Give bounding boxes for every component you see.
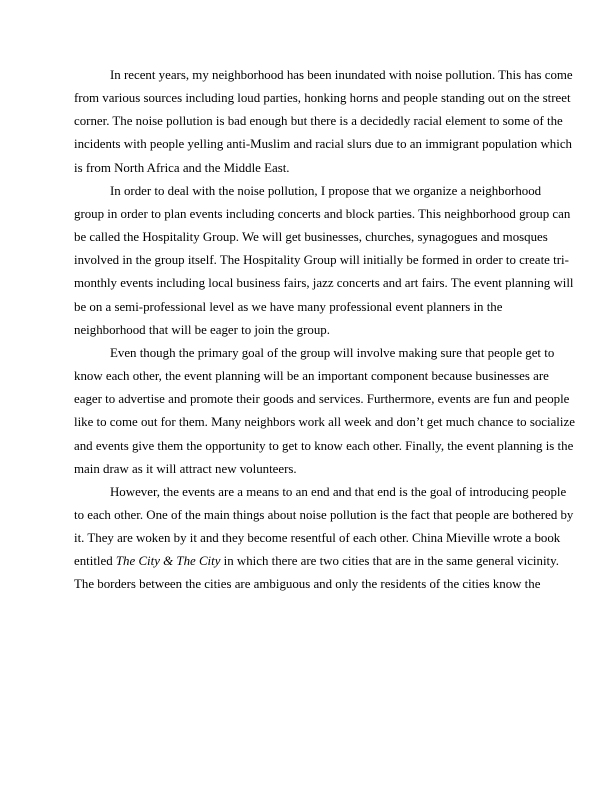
- text-line: eager to advertise and promote their goods and services. Furthermore, events are fun and people: [74, 392, 570, 407]
- text-line: like to come out for them. Many neighbors work all week and don’t get much chance to socialize: [74, 415, 575, 430]
- text-line: Even though the primary goal of the group will involve making sure that people get to: [110, 345, 555, 360]
- text-line: In order to deal with the noise pollution, I propose that we organize a neighborhood: [110, 183, 542, 198]
- book-title: The City & The City: [115, 554, 221, 569]
- text-line: The borders between the cities are ambiguous and only the residents of the cities know the: [74, 577, 541, 592]
- text-fragment: in which there are two cities that are in the same general vicinity.: [220, 554, 559, 569]
- text-line: group in order to plan events including concerts and block parties. This neighborhood group can: [74, 206, 571, 221]
- text-line: However, the events are a means to an end and that end is the goal of introducing people: [110, 484, 567, 499]
- text-line: be called the Hospitality Group. We will get businesses, churches, synagogues and mosques: [74, 230, 548, 245]
- text-line: corner. The noise pollution is bad enough but there is a decidedly racial element to some of the: [74, 114, 563, 129]
- paragraph-2: [74, 180, 574, 342]
- text-line: know each other, the event planning will be an important component because businesses are: [74, 369, 549, 384]
- essay-body: [74, 64, 575, 597]
- text-line: it. They are woken by it and they become resentful of each other. China Mieville wrote a book: [74, 531, 561, 546]
- text-line: In recent years, my neighborhood has been inundated with noise pollution. This has come: [110, 68, 573, 82]
- text-line: is from North Africa and the Middle East.: [74, 160, 290, 175]
- text-line: from various sources including loud parties, honking horns and people standing out on the street: [74, 91, 571, 106]
- text-line: neighborhood that will be eager to join the group.: [74, 322, 330, 337]
- text-fragment: entitled: [74, 554, 116, 569]
- paragraph-1: [74, 64, 573, 180]
- text-line: and events give them the opportunity to get to know each other. Finally, the event planning is the: [74, 438, 574, 453]
- text-line: to each other. One of the main things about noise pollution is the fact that people are bothered by: [74, 507, 574, 522]
- text-line: incidents with people yelling anti-Muslim and racial slurs due to an immigrant population which: [74, 137, 572, 152]
- text-line: involved in the group itself. The Hospitality Group will initially be formed in order to create tri-: [74, 253, 569, 268]
- text-line: monthly events including local business fairs, jazz concerts and art fairs. The event planning will: [74, 276, 574, 291]
- text-line: be on a semi-professional level as we have many professional event planners in the: [74, 299, 503, 314]
- text-line-with-title: [74, 550, 559, 573]
- paragraph-3: [74, 342, 575, 481]
- text-line: main draw as it will attract new volunteers.: [74, 461, 297, 476]
- paragraph-4: [74, 481, 574, 597]
